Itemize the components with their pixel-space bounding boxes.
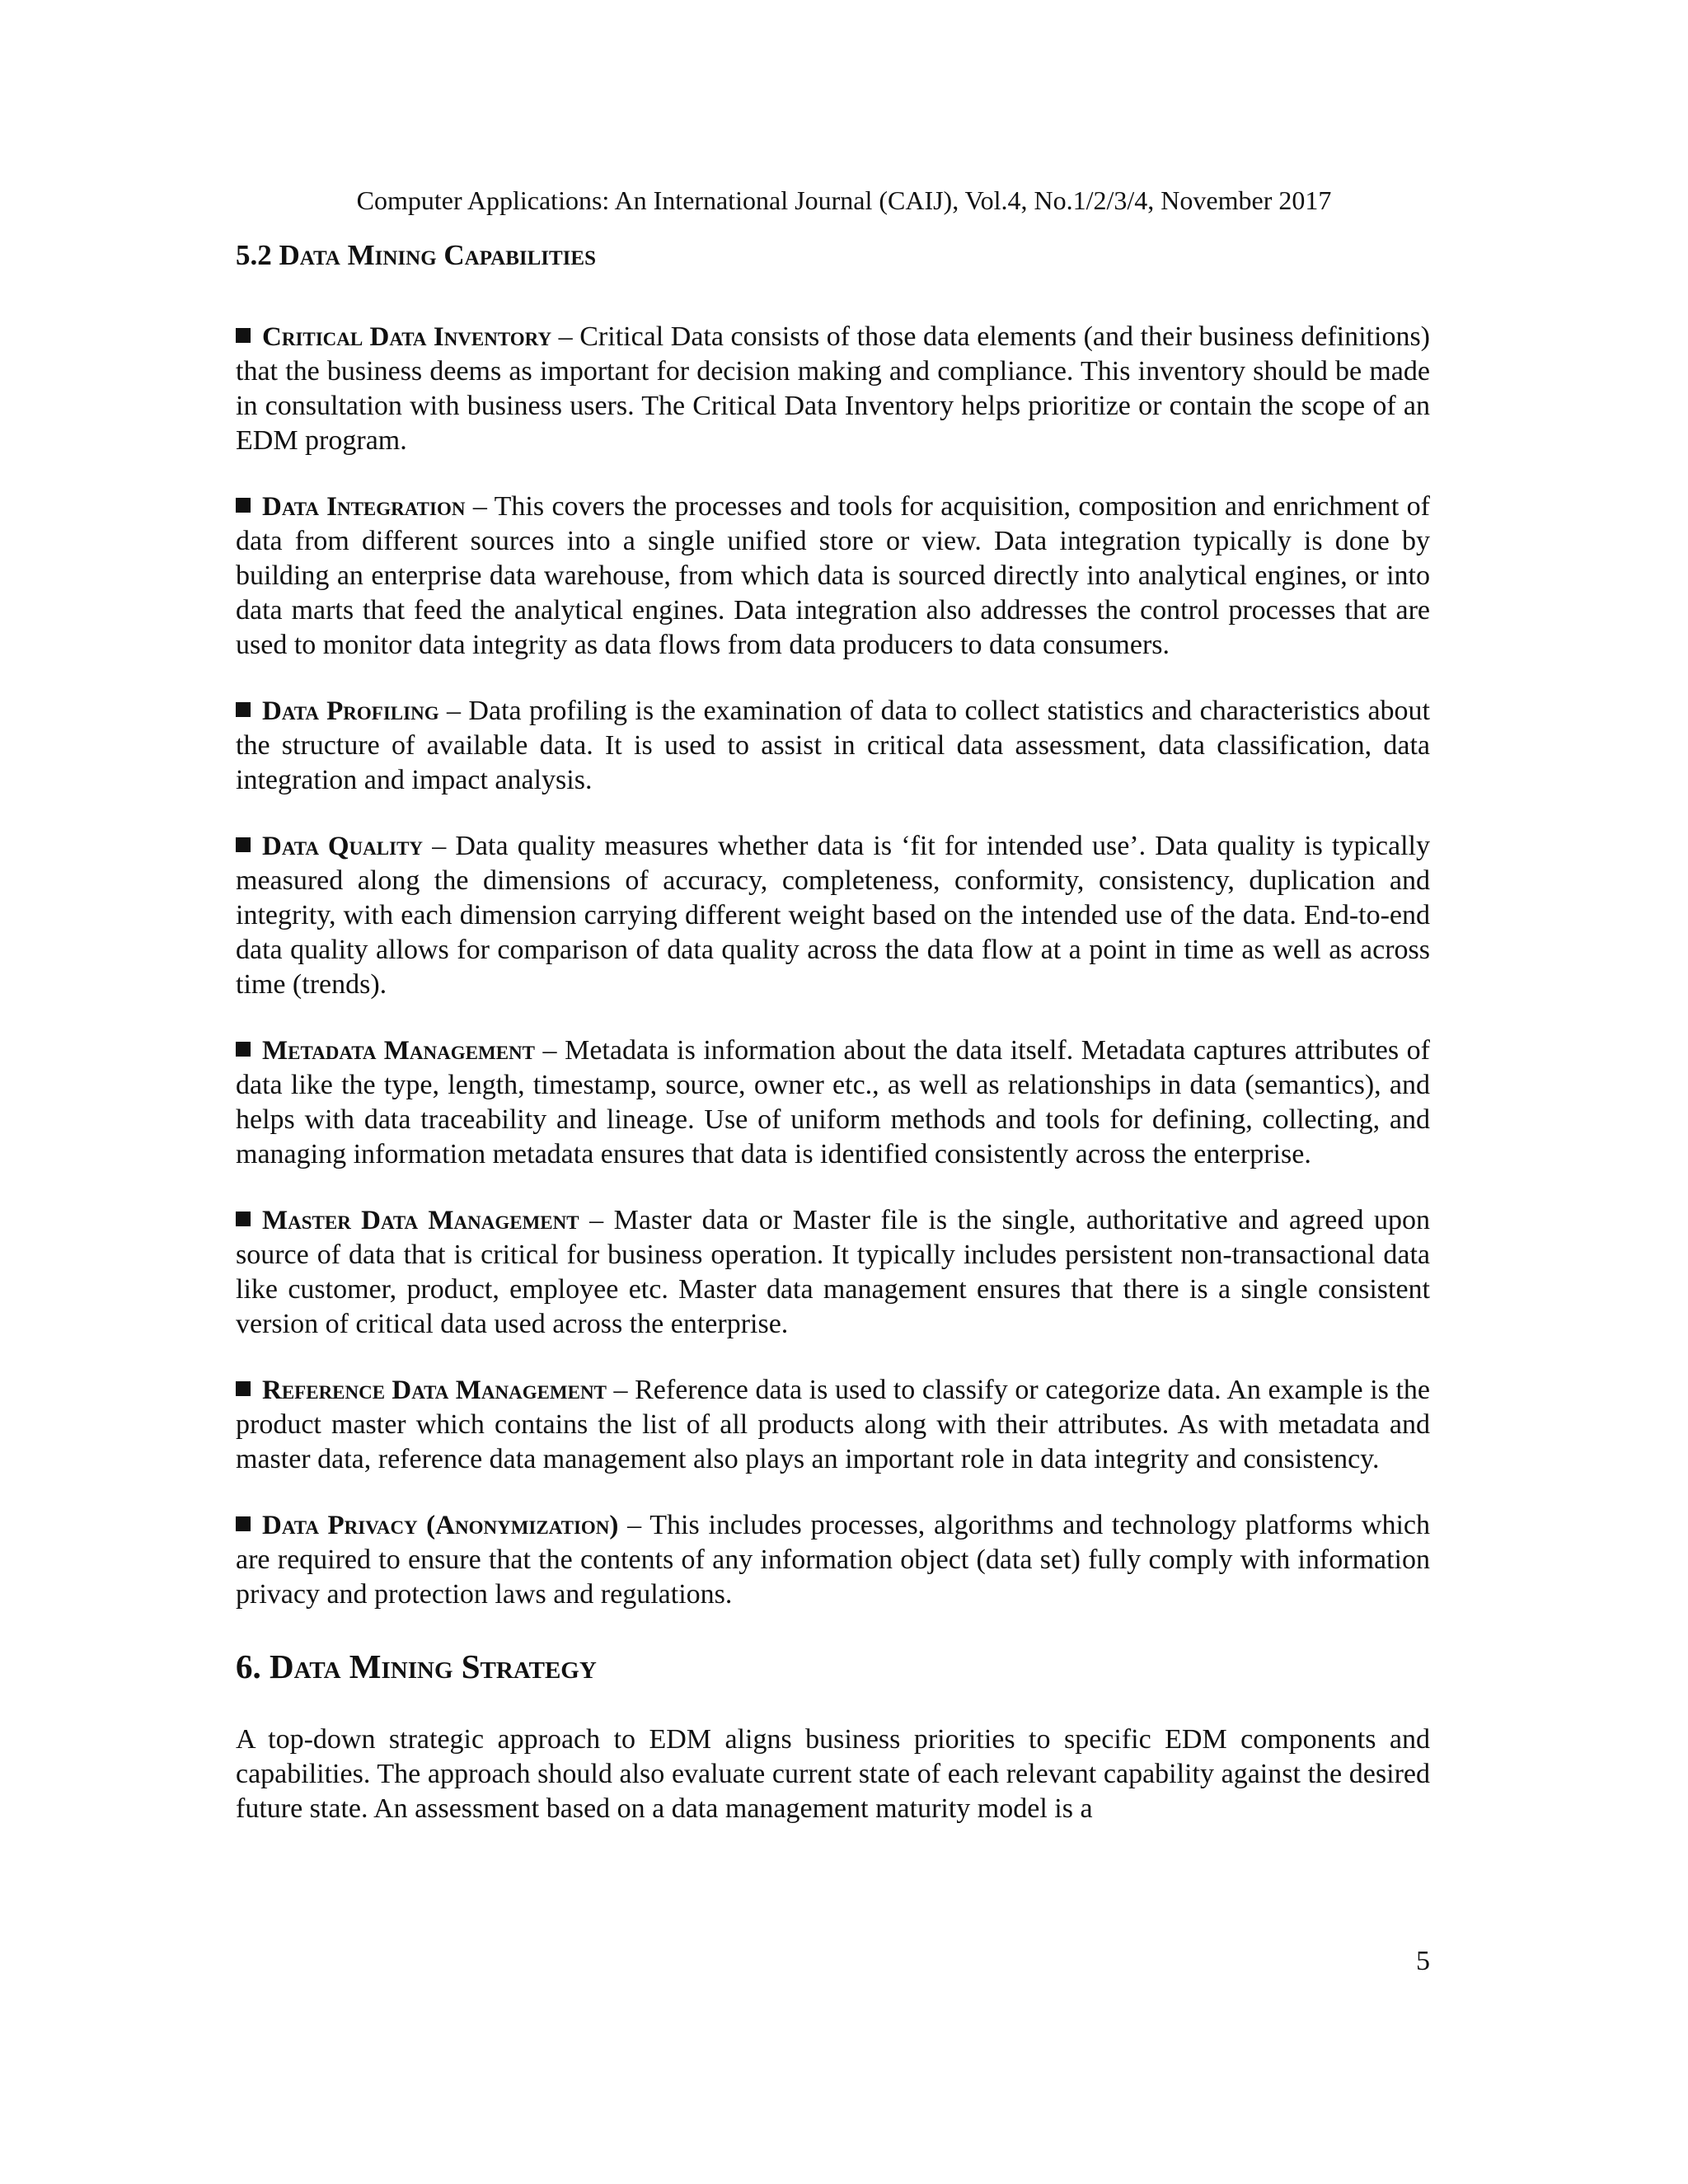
capability-item [236, 694, 1430, 798]
section-5-2-heading [236, 236, 1430, 275]
page-number: 5 [1416, 1946, 1430, 1976]
capability-item [236, 1033, 1430, 1172]
square-bullet-icon [236, 1212, 251, 1226]
capability-term: Metadata Management [262, 1036, 535, 1066]
capability-description: – Data quality measures whether data is ‘fit for intended use’. Data quality is typically measured along the dimensions of accuracy, completeness, conformity, consistency, duplication and integrity, with each dimension carrying different weight based on the intended use of the data. End-to-end data quality allows for comparison of data quality across the data flow at a point in time as well as across time (trends). [236, 831, 1430, 1000]
square-bullet-icon [236, 837, 251, 852]
capability-term: Data Profiling [262, 696, 439, 726]
capability-description: – This covers the processes and tools for acquisition, composition and enrichment of data from different sources into a single unified store or view. Data integration typically is done by building an enterprise data warehouse, from which data is sourced directly into analytical engines, or into data marts that feed the analytical engines. Data integration also addresses the control processes that are used to monitor data integrity as data flows from data producers to data consumers. [236, 491, 1430, 660]
square-bullet-icon [236, 1381, 251, 1396]
capability-term: Data Integration [262, 492, 466, 522]
capability-term: Data Quality [262, 832, 424, 861]
section-title: Data Mining Strategy [270, 1647, 597, 1685]
square-bullet-icon [236, 498, 251, 513]
capability-description: – Metadata is information about the data itself. Metadata captures attributes of data like the type, length, timestamp, source, owner etc., as well as relationships in data (semantics), and helps with data traceability and lineage. Use of uniform methods and tools for defining, collecting, and managing information metadata ensures that data is identified consistently across the enterprise. [236, 1035, 1430, 1169]
capability-item [236, 1373, 1430, 1477]
square-bullet-icon [236, 1042, 251, 1057]
capability-description: – This includes processes, algorithms and technology platforms which are required to ensure that the contents of any information object (data set) fully comply with information privacy and protection laws and regulations. [236, 1510, 1430, 1610]
page-content [236, 236, 1430, 1858]
square-bullet-icon [236, 1516, 251, 1531]
square-bullet-icon [236, 328, 251, 343]
section-6-heading [236, 1643, 1430, 1690]
running-header: Computer Applications: An International Journal (CAIJ), Vol.4, No.1/2/3/4, November 2017 [356, 185, 1332, 215]
section-number: 5.2 [236, 239, 279, 271]
capability-item [236, 1203, 1430, 1342]
capability-term: Data Privacy (Anonymization) [262, 1511, 619, 1540]
capability-item [236, 490, 1430, 663]
capability-item [236, 320, 1430, 458]
section-title: Data Mining Capabilities [279, 239, 596, 271]
capability-description: – Data profiling is the examination of data to collect statistics and characteristics about the structure of available data. It is used to assist in critical data assessment, data classification, data integration and impact analysis. [236, 696, 1430, 795]
square-bullet-icon [236, 702, 251, 717]
capability-item [236, 1508, 1430, 1612]
capability-term: Master Data Management [262, 1206, 579, 1235]
section-number: 6. [236, 1647, 270, 1685]
strategy-paragraph: A top-down strategic approach to EDM aligns business priorities to specific EDM components and capabilities. The approach should also evaluate current state of each relevant capability against the desired future state. An assessment based on a data management maturity model is a [236, 1724, 1430, 1824]
capability-item [236, 829, 1430, 1002]
capability-term: Reference Data Management [262, 1376, 607, 1405]
capability-description: – Reference data is used to classify or categorize data. An example is the product master which contains the list of all products along with their attributes. As with metadata and master data, reference data management also plays an important role in data integrity and consistency. [236, 1375, 1430, 1474]
capability-description: – Master data or Master file is the single, authoritative and agreed upon source of data that is critical for business operation. It typically includes persistent non-transactional data like customer, product, employee etc. Master data management ensures that there is a single consistent version of critical data used across the enterprise. [236, 1205, 1430, 1339]
capability-description: – Critical Data consists of those data elements (and their business definitions) that the business deems as important for decision making and compliance. This inventory should be made in consultation with business users. The Critical Data Inventory helps prioritize or contain the scope of an EDM program. [236, 321, 1431, 456]
capability-term: Critical Data Inventory [262, 322, 552, 352]
